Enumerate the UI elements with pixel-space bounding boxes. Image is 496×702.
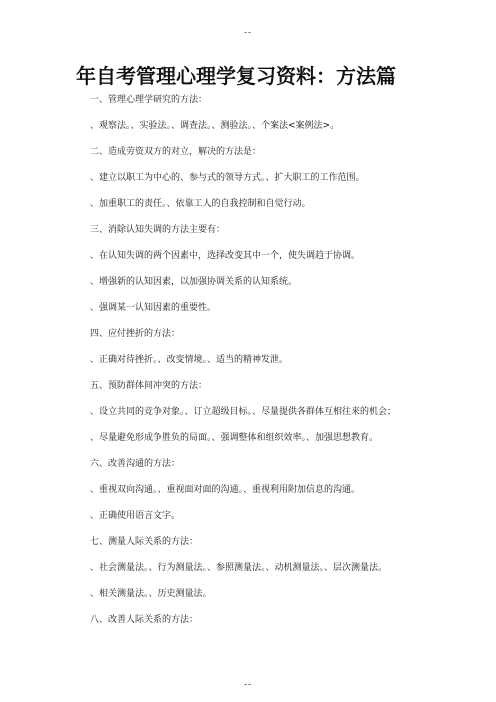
section-heading-4: 四、应付挫折的方法： [90, 329, 181, 339]
paragraph: 、观察法。、实验法。、调查法。、测验法。、个案法<案例法>。 [90, 121, 340, 131]
paragraph: 、重视双向沟通。、重视面对面的沟通。、重视利用附加信息的沟通。 [90, 485, 361, 495]
section-heading-8: 八、改善人际关系的方法： [90, 615, 199, 625]
paragraph: 、加重职工的责任。、依靠工人的自我控制和自觉行动。 [90, 199, 311, 209]
paragraph: 、正确对待挫折。、改变情境。、适当的精神发泄。 [90, 355, 289, 365]
section-heading-3: 三、消除认知失调的方法主要有： [90, 225, 226, 235]
paragraph: 、正确使用语言文字。 [90, 511, 181, 521]
document-title: 年自考管理心理学复习资料：方法篇 [76, 64, 396, 88]
page-header-mark: -- [243, 28, 253, 38]
paragraph: 、相关测量法。、历史测量法。 [90, 589, 212, 599]
paragraph: 、增强新的认知因素，以加强协调关系的认知系统。 [90, 277, 298, 287]
paragraph: 、尽量避免形成争胜负的局面。、强调整体和组织效率。、加强思想教育。 [90, 433, 379, 443]
paragraph: 、在认知失调的两个因素中，选择改变其中一个，使失调趋于协调。 [90, 251, 361, 261]
paragraph: 、设立共同的竞争对象。、订立超级目标。、尽量提供各群体互相往来的机会； [90, 407, 397, 417]
page-footer-mark: -- [243, 680, 253, 690]
paragraph: 、强调某一认知因素的重要性。 [90, 303, 217, 313]
section-heading-2: 二、造成劳资双方的对立，解决的方法是： [90, 147, 262, 157]
document-body [76, 94, 421, 640]
paragraph: 、社会测量法。、行为测量法。、参照测量法。、动机测量法。、层次测量法。 [90, 563, 388, 573]
section-heading-7: 七、测量人际关系的方法： [90, 537, 199, 547]
section-heading-1: 一、管理心理学研究的方法： [90, 95, 208, 105]
section-heading-6: 六、改善沟通的方法： [90, 459, 181, 469]
paragraph: 、建立以职工为中心的、参与式的领导方式。、扩大职工的工作范围。 [90, 173, 365, 183]
section-heading-5: 五、预防群体间冲突的方法： [90, 381, 208, 391]
